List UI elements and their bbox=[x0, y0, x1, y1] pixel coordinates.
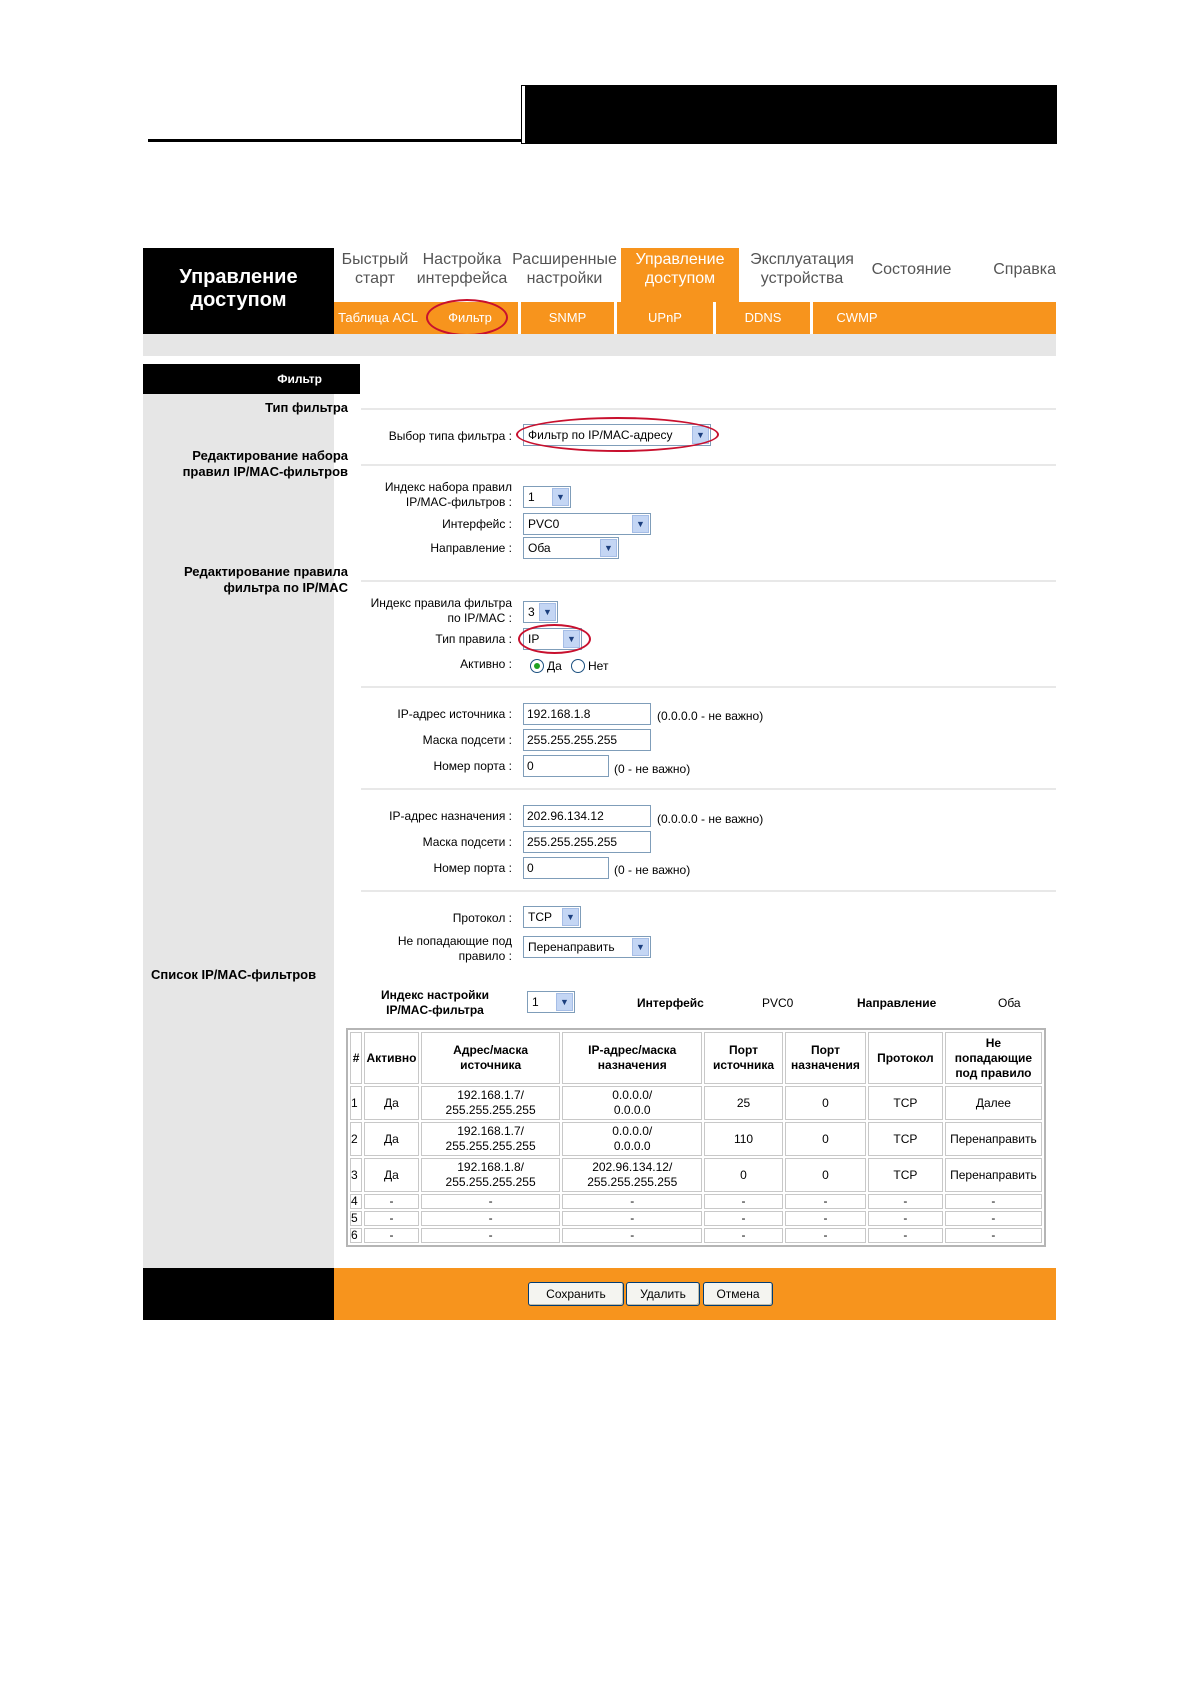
col-header: Активно bbox=[364, 1032, 419, 1084]
tab-interface-setup[interactable]: Настройка интерфейса bbox=[416, 251, 508, 287]
filter-type-value: Фильтр по IP/MAC-адресу bbox=[528, 428, 673, 442]
subtab-filter[interactable] bbox=[422, 311, 518, 325]
chevron-down-icon: ▼ bbox=[692, 426, 709, 444]
table-row bbox=[350, 1122, 1042, 1156]
subtab-snmp[interactable]: SNMP bbox=[548, 310, 587, 325]
table-cell: Да bbox=[364, 1122, 419, 1156]
table-cell: - bbox=[364, 1211, 419, 1226]
table-header-row bbox=[350, 1032, 1042, 1084]
src-mask-label: Маска подсети : bbox=[422, 733, 512, 747]
section-brand bbox=[143, 248, 334, 334]
sidebar-filter-type: Тип фильтра bbox=[265, 400, 348, 415]
active-no-label: Нет bbox=[588, 659, 609, 673]
sidebar-edit-rule: Редактирование правила фильтра по IP/MAC bbox=[183, 564, 348, 595]
table-cell: - bbox=[945, 1211, 1042, 1226]
list-index-select[interactable] bbox=[527, 991, 575, 1013]
list-direction-label: Направление bbox=[857, 996, 937, 1010]
table-cell: - bbox=[421, 1194, 561, 1209]
table-cell: - bbox=[562, 1194, 702, 1209]
table-cell: Перенаправить bbox=[945, 1158, 1042, 1192]
subtab-cwmp[interactable]: CWMP bbox=[836, 310, 878, 325]
chevron-down-icon: ▼ bbox=[632, 515, 649, 533]
filter-table bbox=[346, 1028, 1046, 1247]
table-row bbox=[350, 1158, 1042, 1192]
list-interface-label: Интерфейс bbox=[637, 996, 704, 1010]
list-direction-value: Оба bbox=[998, 996, 1021, 1010]
chevron-down-icon: ▼ bbox=[562, 908, 579, 926]
table-cell: 6 bbox=[350, 1228, 362, 1243]
sub-navigation bbox=[334, 302, 1056, 334]
table-cell: 192.168.1.7/ 255.255.255.255 bbox=[421, 1086, 561, 1120]
table-row bbox=[350, 1086, 1042, 1120]
rule-index-value: 3 bbox=[528, 605, 535, 619]
table-cell: 3 bbox=[350, 1158, 362, 1192]
col-header: Порт источника bbox=[704, 1032, 783, 1084]
separator bbox=[361, 408, 1056, 410]
dst-ip-note: (0.0.0.0 - не важно) bbox=[657, 812, 764, 826]
src-port-note: (0 - не важно) bbox=[614, 762, 691, 776]
table-cell: - bbox=[785, 1194, 866, 1209]
delete-button[interactable]: Удалить bbox=[626, 1282, 700, 1306]
protocol-select[interactable] bbox=[523, 906, 581, 928]
unmatched-label: Не попадающие под правило : bbox=[397, 934, 512, 963]
table-cell: 4 bbox=[350, 1194, 362, 1209]
highlight-ring bbox=[426, 299, 508, 336]
table-cell: - bbox=[562, 1211, 702, 1226]
src-mask-input[interactable]: 255.255.255.255 bbox=[523, 729, 651, 751]
dst-port-label: Номер порта : bbox=[433, 861, 512, 875]
separator bbox=[361, 890, 1056, 892]
unmatched-value: Перенаправить bbox=[528, 940, 615, 954]
table-cell: - bbox=[704, 1228, 783, 1243]
table-cell: TCP bbox=[868, 1122, 943, 1156]
tab-advanced-setup[interactable]: Расширенные настройки bbox=[512, 251, 617, 287]
header-bar bbox=[522, 86, 1056, 143]
rule-set-index-select[interactable] bbox=[523, 486, 571, 508]
active-yes-label: Да bbox=[547, 659, 562, 673]
tab-access-management[interactable]: Управление доступом bbox=[621, 248, 739, 302]
table-cell: 192.168.1.7/ 255.255.255.255 bbox=[421, 1122, 561, 1156]
direction-select[interactable] bbox=[523, 537, 619, 559]
dst-mask-input[interactable]: 255.255.255.255 bbox=[523, 831, 651, 853]
table-cell: Да bbox=[364, 1086, 419, 1120]
table-row bbox=[350, 1228, 1042, 1243]
table-cell: - bbox=[421, 1211, 561, 1226]
table-cell: Да bbox=[364, 1158, 419, 1192]
save-button[interactable]: Сохранить bbox=[528, 1282, 624, 1306]
chevron-down-icon: ▼ bbox=[563, 630, 580, 648]
table-cell: - bbox=[785, 1228, 866, 1243]
tab-maintenance[interactable]: Эксплуатация устройства bbox=[750, 251, 854, 287]
chevron-down-icon: ▼ bbox=[552, 488, 569, 506]
list-interface-value: PVC0 bbox=[762, 996, 794, 1010]
rule-index-select[interactable] bbox=[523, 601, 558, 623]
table-cell: Далее bbox=[945, 1086, 1042, 1120]
chevron-down-icon: ▼ bbox=[632, 938, 649, 956]
protocol-label: Протокол : bbox=[452, 911, 512, 925]
table-cell: 0 bbox=[785, 1122, 866, 1156]
footer-left bbox=[143, 1268, 334, 1320]
list-index-label: Индекс настройки IP/MAC-фильтра bbox=[381, 988, 489, 1017]
dst-mask-label: Маска подсети : bbox=[422, 835, 512, 849]
subtab-ddns[interactable]: DDNS bbox=[744, 310, 782, 325]
separator bbox=[361, 686, 1056, 688]
active-yes-radio[interactable] bbox=[530, 659, 544, 673]
table-cell: 0 bbox=[785, 1158, 866, 1192]
table-cell: TCP bbox=[868, 1158, 943, 1192]
interface-label: Интерфейс : bbox=[442, 517, 512, 531]
rule-set-index-label: Индекс набора правил IP/MAC-фильтров : bbox=[384, 480, 512, 509]
sidebar-list: Список IP/MAC-фильтров bbox=[151, 967, 317, 982]
direction-value: Оба bbox=[528, 541, 551, 555]
table-cell: - bbox=[364, 1228, 419, 1243]
rule-set-index-value: 1 bbox=[528, 490, 535, 504]
table-cell: - bbox=[421, 1228, 561, 1243]
table-cell: - bbox=[945, 1194, 1042, 1209]
separator bbox=[361, 464, 1056, 466]
spacer-bar bbox=[143, 334, 1056, 356]
rule-index-label: Индекс правила фильтра по IP/MAC : bbox=[370, 596, 512, 625]
col-header: Адрес/маска источника bbox=[421, 1032, 561, 1084]
table-cell: 25 bbox=[704, 1086, 783, 1120]
src-port-label: Номер порта : bbox=[433, 759, 512, 773]
rule-type-label: Тип правила : bbox=[435, 632, 512, 646]
chevron-down-icon: ▼ bbox=[539, 603, 556, 621]
table-cell: 5 bbox=[350, 1211, 362, 1226]
brand-line-2: доступом bbox=[190, 289, 287, 311]
table-cell: - bbox=[945, 1228, 1042, 1243]
subtab-upnp[interactable]: UPnP bbox=[648, 310, 682, 325]
table-cell: TCP bbox=[868, 1086, 943, 1120]
tab-quick-start[interactable]: Быстрый старт bbox=[341, 251, 409, 287]
table-cell: 0 bbox=[785, 1086, 866, 1120]
dst-port-input[interactable]: 0 bbox=[523, 857, 609, 879]
direction-label: Направление : bbox=[430, 541, 512, 555]
table-cell: 202.96.134.12/ 255.255.255.255 bbox=[562, 1158, 702, 1192]
table-body bbox=[350, 1086, 1042, 1243]
rule-type-value: IP bbox=[528, 632, 540, 646]
list-index-value: 1 bbox=[532, 995, 539, 1009]
interface-select[interactable] bbox=[523, 513, 651, 535]
tab-status[interactable]: Состояние bbox=[871, 261, 952, 278]
col-header: Порт назначения bbox=[785, 1032, 866, 1084]
table-cell: - bbox=[868, 1228, 943, 1243]
col-header: # bbox=[350, 1032, 362, 1084]
active-label: Активно : bbox=[460, 657, 512, 671]
col-header: Не попадающие под правило bbox=[945, 1032, 1042, 1084]
highlight-ring bbox=[518, 624, 591, 654]
section-title: Фильтр bbox=[143, 364, 360, 394]
separator bbox=[361, 580, 1056, 582]
table-cell: 0.0.0.0/ 0.0.0.0 bbox=[562, 1086, 702, 1120]
table-cell: Перенаправить bbox=[945, 1122, 1042, 1156]
table-cell: - bbox=[868, 1211, 943, 1226]
src-ip-input[interactable]: 192.168.1.8 bbox=[523, 703, 651, 725]
table-cell: 2 bbox=[350, 1122, 362, 1156]
top-navigation bbox=[334, 248, 1056, 302]
protocol-value: TCP bbox=[528, 910, 552, 924]
subtab-acl[interactable]: Таблица ACL bbox=[338, 310, 418, 325]
table-cell: 1 bbox=[350, 1086, 362, 1120]
unmatched-select[interactable] bbox=[523, 936, 651, 958]
sidebar-edit-rules: Редактирование набора правил IP/MAC-фильтров bbox=[182, 448, 348, 479]
dst-port-note: (0 - не важно) bbox=[614, 863, 691, 877]
chevron-down-icon: ▼ bbox=[600, 539, 617, 557]
highlight-ring bbox=[516, 417, 719, 452]
table-cell: 110 bbox=[704, 1122, 783, 1156]
table-cell: - bbox=[562, 1228, 702, 1243]
table-row bbox=[350, 1211, 1042, 1226]
table-cell: - bbox=[785, 1211, 866, 1226]
radio-dot bbox=[534, 663, 540, 669]
src-ip-note: (0.0.0.0 - не важно) bbox=[657, 709, 764, 723]
active-no-radio[interactable] bbox=[571, 659, 585, 673]
chevron-down-icon: ▼ bbox=[556, 993, 573, 1011]
filter-type-label: Выбор типа фильтра : bbox=[388, 429, 512, 443]
table-cell: 192.168.1.8/ 255.255.255.255 bbox=[421, 1158, 561, 1192]
table-cell: - bbox=[704, 1211, 783, 1226]
table-cell: - bbox=[704, 1194, 783, 1209]
dst-ip-label: IP-адрес назначения : bbox=[389, 809, 512, 823]
src-port-input[interactable]: 0 bbox=[523, 755, 609, 777]
table-cell: 0 bbox=[704, 1158, 783, 1192]
table-row bbox=[350, 1194, 1042, 1209]
interface-value: PVC0 bbox=[528, 517, 560, 531]
dst-ip-input[interactable]: 202.96.134.12 bbox=[523, 805, 651, 827]
src-ip-label: IP-адрес источника : bbox=[397, 707, 512, 721]
col-header: Протокол bbox=[868, 1032, 943, 1084]
table-cell: - bbox=[364, 1194, 419, 1209]
subtab-filter-label: Фильтр bbox=[448, 310, 492, 325]
header-rule bbox=[148, 139, 522, 142]
tab-help[interactable]: Справка bbox=[993, 261, 1056, 278]
cancel-button[interactable]: Отмена bbox=[703, 1282, 773, 1306]
sidebar bbox=[143, 364, 334, 1268]
table-cell: - bbox=[868, 1194, 943, 1209]
col-header: IP-адрес/маска назначения bbox=[562, 1032, 702, 1084]
table-cell: 0.0.0.0/ 0.0.0.0 bbox=[562, 1122, 702, 1156]
brand-line-1: Управление bbox=[179, 266, 298, 288]
separator bbox=[361, 788, 1056, 790]
